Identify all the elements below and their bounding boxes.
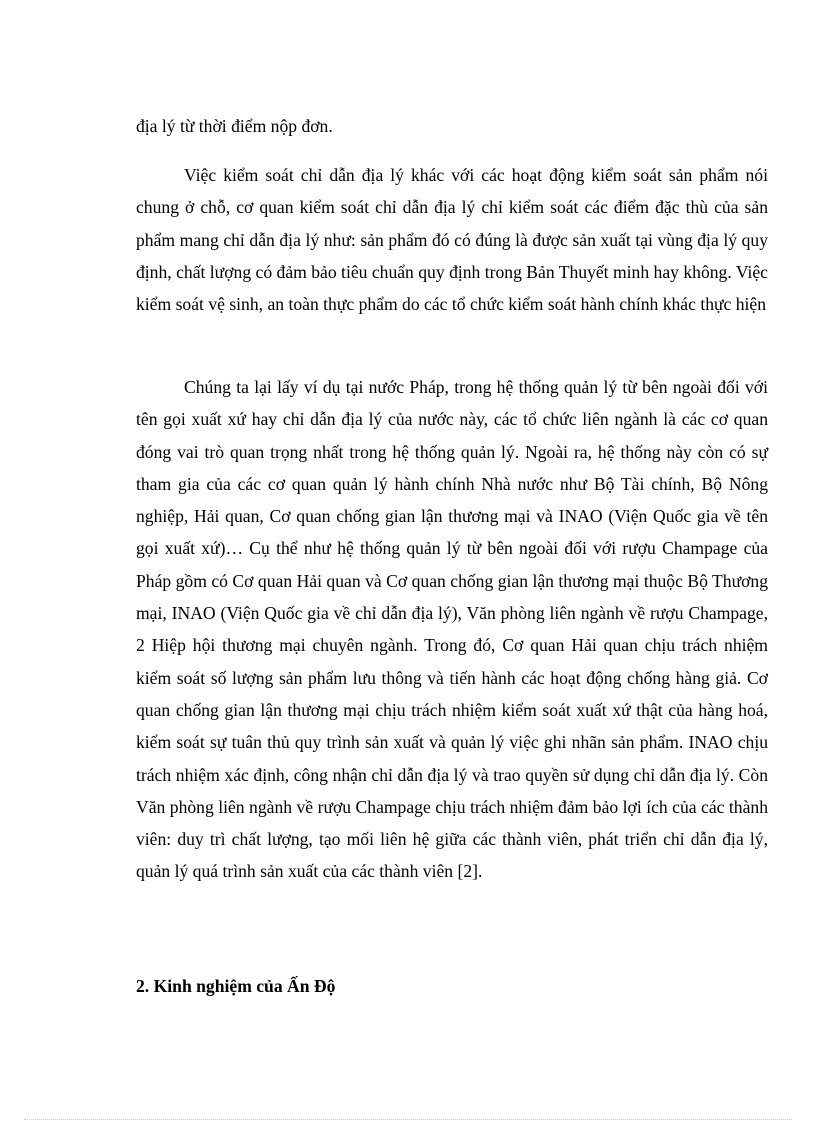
paragraph-geo-indication-control: Việc kiểm soát chỉ dẫn địa lý khác với các hoạt động kiểm soát sản phẩm nói chung ở chỗ, cơ quan kiểm soát chỉ dẫn địa lý chỉ kiểm soát các điểm đặc thù của sản phẩm mang chỉ dẫn địa lý như: sản phẩm đó có đúng là được sản xuất tại vùng địa lý quy định, chất lượng có đảm bảo tiêu chuẩn quy định trong Bản Thuyết minh hay không. Việc kiểm soát vệ sinh, an toàn thực phẩm do các tổ chức kiểm soát hành chính khác thực hiện: [136, 165, 768, 315]
paragraph-continuation: địa lý từ thời điểm nộp đơn.: [136, 116, 333, 136]
page-bottom-divider: [24, 1119, 792, 1120]
paragraph-france-example: Chúng ta lại lấy ví dụ tại nước Pháp, trong hệ thống quản lý từ bên ngoài đối với tên gọi xuất xứ hay chỉ dẫn địa lý của nước này, các tổ chức liên ngành là các cơ quan đóng vai trò quan trọng nhất trong hệ thống quản lý. Ngoài ra, hệ thống này còn có sự tham gia của các cơ quan quản lý hành chính Nhà nước như Bộ Tài chính, Bộ Nông nghiệp, Hải quan, Cơ quan chống gian lận thương mại và INAO (Viện Quốc gia về tên gọi xuất xứ)… Cụ thể như hệ thống quản lý từ bên ngoài đối với rượu Champage của Pháp gồm có Cơ quan Hải quan và Cơ quan chống gian lận thương mại thuộc Bộ Thương mại, INAO (Viện Quốc gia về chỉ dẫn địa lý), Văn phòng liên ngành về rượu Champage, 2 Hiệp hội thương mại chuyên ngành. Trong đó, Cơ quan Hải quan chịu trách nhiệm kiểm soát số lượng sản phẩm lưu thông và tiến hành các hoạt động chống hàng giả. Cơ quan chống gian lận thương mại chịu trách nhiệm kiểm soát xuất xứ thật của hàng hoá, kiểm soát sự tuân thủ quy trình sản xuất và quản lý việc ghi nhãn sản phẩm. INAO chịu trách nhiệm xác định, công nhận chỉ dẫn địa lý và trao quyền sử dụng chỉ dẫn địa lý. Còn Văn phòng liên ngành về rượu Champage chịu trách nhiệm đảm bảo lợi ích của các thành viên: duy trì chất lượng, tạo mối liên hệ giữa các thành viên, phát triển chỉ dẫn địa lý, quản lý quá trình sản xuất của các thành viên [2].: [136, 377, 768, 882]
section-heading: 2. Kinh nghiệm của Ấn Độ: [136, 976, 336, 996]
